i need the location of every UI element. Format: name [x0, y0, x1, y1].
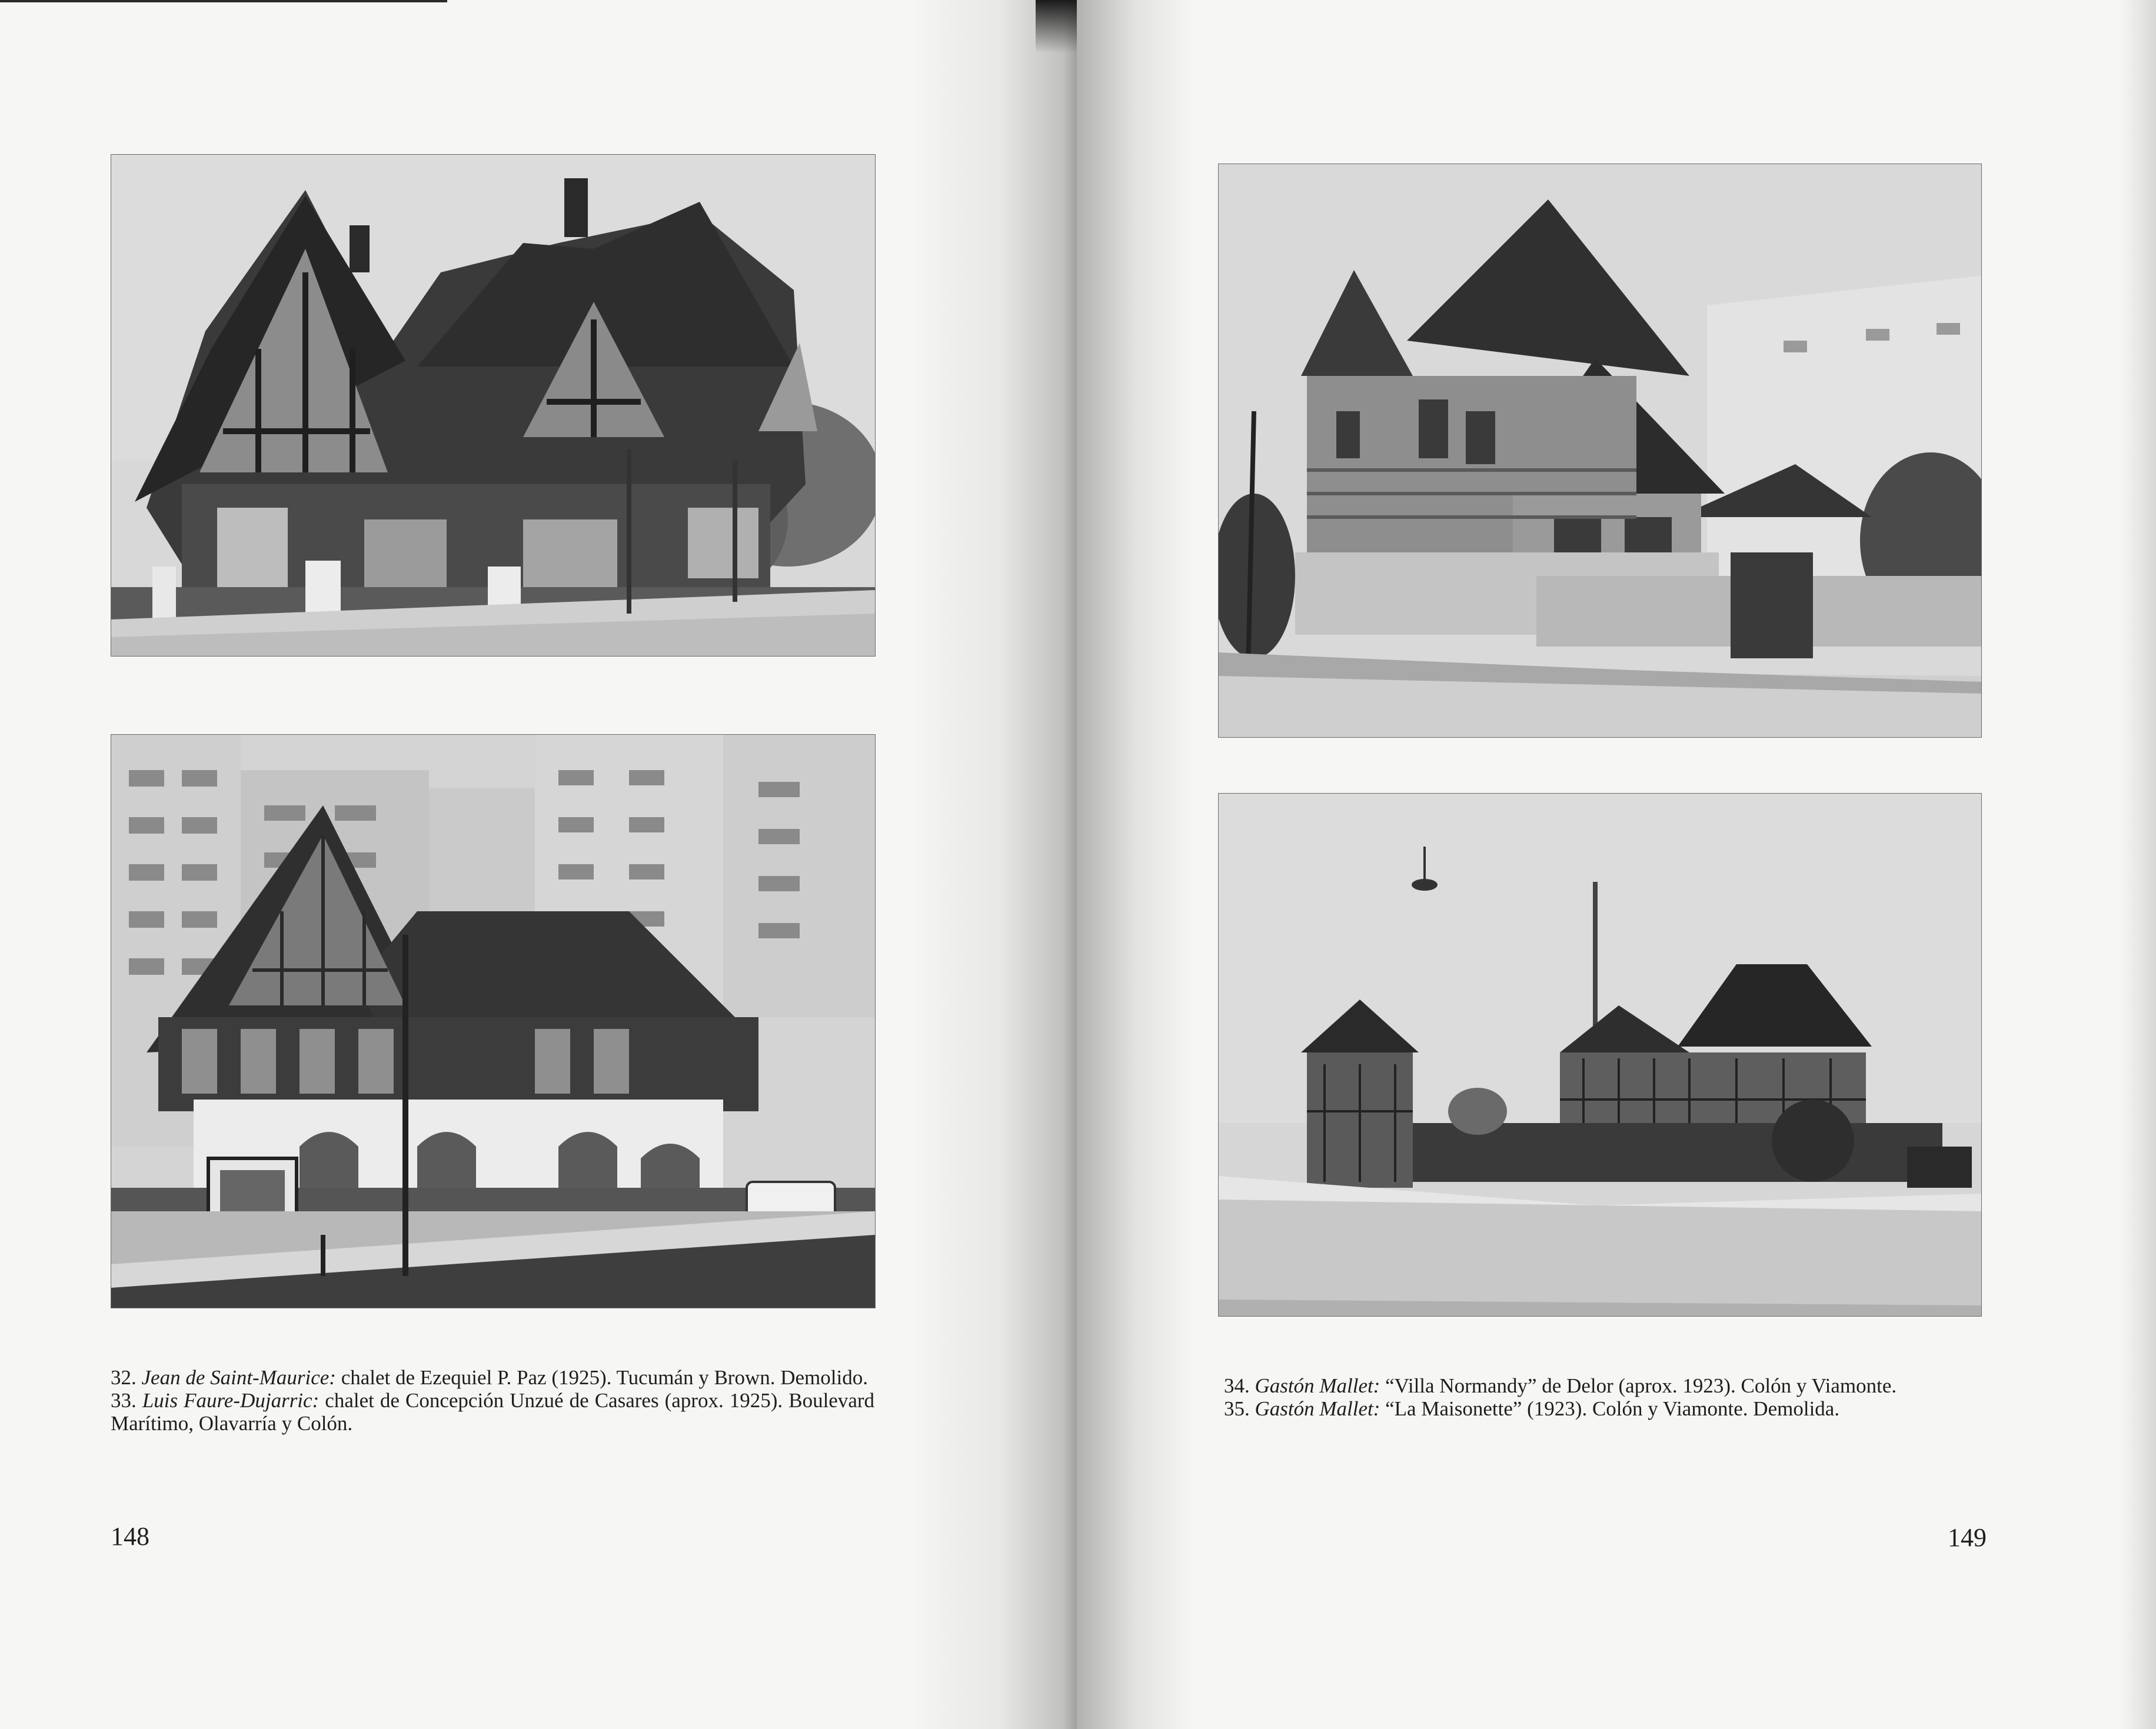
caption-35-number: 35. — [1224, 1397, 1250, 1420]
caption-33-text: chalet de Concepción Unzué de Casares (aprox. 1925). Boulevard Marítimo, Olavarría y Colón. — [111, 1389, 875, 1435]
photo-35-la-maisonette — [1218, 793, 1982, 1317]
top-rule — [0, 0, 447, 2]
caption-34 — [1224, 1374, 1981, 1397]
caption-35-text: “La Maisonette” (1923). Colón y Viamonte. Demolida. — [1385, 1397, 1840, 1420]
photo-33-chalet-unzue — [111, 734, 876, 1308]
photo-34-villa-normandy — [1218, 164, 1982, 738]
caption-block-right — [1224, 1374, 1981, 1420]
caption-34-author: Gastón Mallet: — [1255, 1374, 1380, 1397]
photo-32-chalet-paz — [111, 154, 876, 657]
caption-35-author: Gastón Mallet: — [1255, 1397, 1380, 1420]
gutter-shadow-left — [906, 0, 1077, 1729]
caption-32 — [111, 1366, 874, 1389]
gutter-shadow-right — [1077, 0, 1195, 1729]
page-number-left: 148 — [111, 1522, 149, 1551]
caption-32-author: Jean de Saint-Maurice: — [141, 1366, 336, 1389]
caption-32-number: 32. — [111, 1366, 137, 1389]
gutter-dark — [1036, 0, 1077, 53]
caption-35 — [1224, 1397, 1981, 1420]
caption-34-number: 34. — [1224, 1374, 1250, 1397]
caption-34-text: “Villa Normandy” de Delor (aprox. 1923). Colón y Viamonte. — [1385, 1374, 1897, 1397]
left-page — [0, 0, 1077, 1729]
page-number-right: 149 — [1948, 1523, 1987, 1552]
caption-33 — [111, 1389, 874, 1435]
caption-33-number: 33. — [111, 1389, 137, 1412]
right-page — [1077, 0, 2156, 1729]
caption-32-text: chalet de Ezequiel P. Paz (1925). Tucumán y Brown. Demolido. — [341, 1366, 868, 1389]
caption-block-left — [111, 1366, 874, 1435]
caption-33-author: Luis Faure-Dujarric: — [142, 1389, 320, 1412]
right-edge-shadow — [2121, 0, 2156, 1729]
